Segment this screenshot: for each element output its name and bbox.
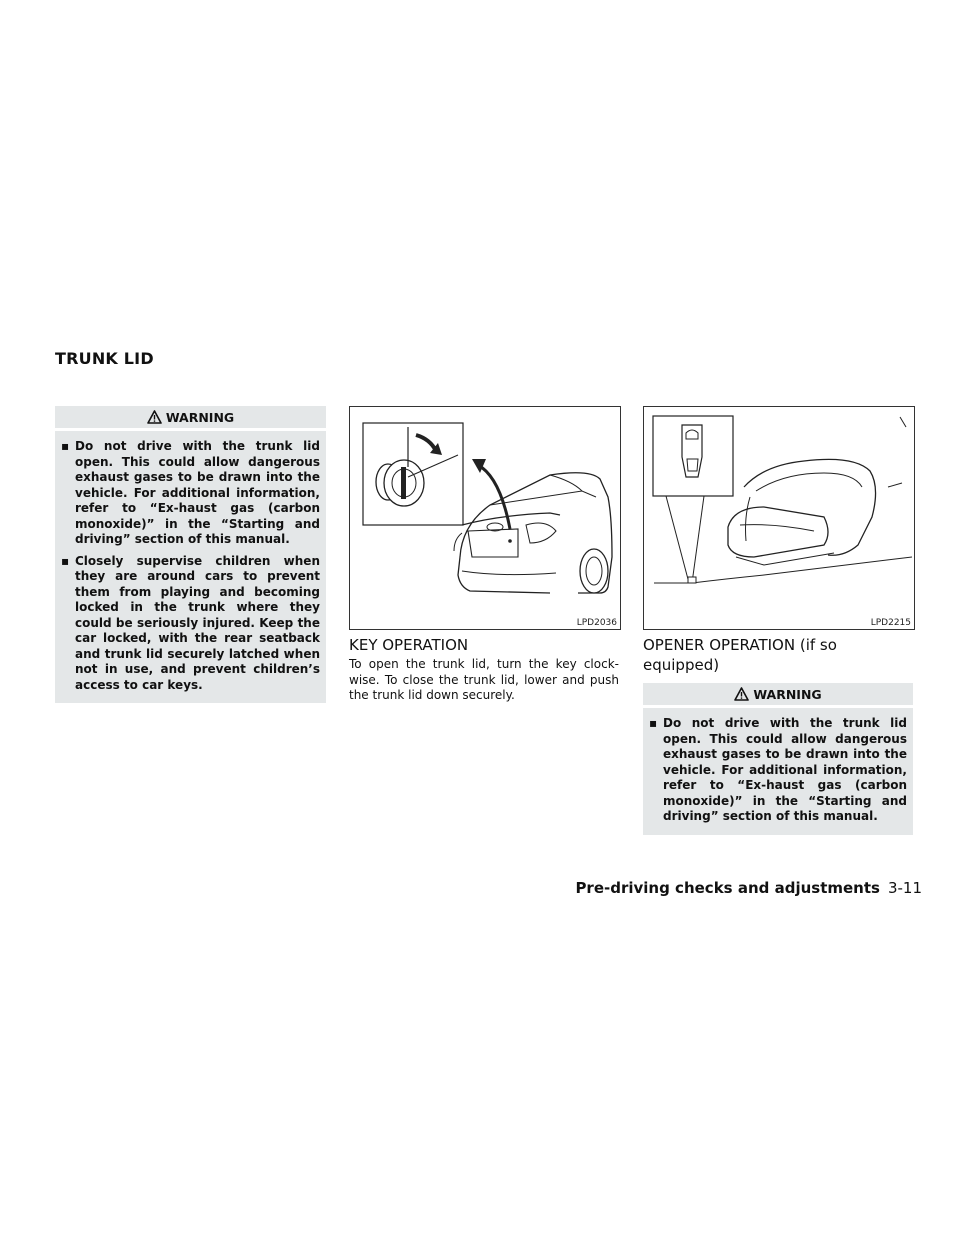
warning-header	[643, 683, 913, 705]
trunk-opener-illustration	[644, 407, 914, 629]
warning-item-text: Closely supervise children when they are around cars to prevent them from playing and becoming locked in the trunk where they could be seriously injured. Keep the car locked, with the rear seatback and trunk lid securely latched when not in use, and prevent children’s access to car keys.	[75, 553, 320, 692]
page-footer	[575, 879, 922, 897]
warning-box-opener	[643, 683, 913, 835]
car-trunk-key-illustration	[350, 407, 620, 629]
warning-label: WARNING	[753, 686, 822, 702]
bullet: ▪	[61, 439, 70, 453]
heading-opener-operation: OPENER OPERATION (if so equipped)	[643, 636, 837, 674]
warning-box-trunk-lid	[55, 406, 326, 703]
chapter-title: Pre-driving checks and adjustments	[575, 879, 880, 897]
figure-label: LPD2036	[576, 618, 617, 628]
bullet: ▪	[61, 553, 70, 568]
figure-key-operation	[349, 406, 621, 630]
page-number: 3-11	[887, 879, 922, 897]
warning-label: WARNING	[165, 409, 235, 425]
warning-triangle-icon	[147, 410, 162, 424]
warning-body	[643, 705, 913, 835]
warning-header	[55, 406, 326, 428]
warning-item	[61, 439, 320, 548]
warning-item-text: Do not drive with the trunk lid open. This could allow dangerous exhaust gases to be drawn into the vehicle. For additional information, refer to “Ex-haust gas (carbon monoxide)” in the “Starting and driving” section of this manual.	[663, 716, 907, 823]
warning-item	[649, 716, 907, 825]
bullet: ▪	[649, 716, 658, 730]
key-operation-text: To open the trunk lid, turn the key clock-wise. To close the trunk lid, lower and push the trunk lid down securely.	[349, 657, 619, 702]
warning-item	[61, 554, 320, 694]
heading-key-operation: KEY OPERATION	[349, 636, 469, 654]
figure-label: LPD2215	[870, 618, 911, 628]
warning-item-text: Do not drive with the trunk lid open. This could allow dangerous exhaust gases to be drawn into the vehicle. For additional information, refer to “Ex-haust gas (carbon monoxide)” in the “Starting and driving” section of this manual.	[75, 439, 320, 546]
warning-body	[55, 428, 326, 703]
figure-opener-operation	[643, 406, 915, 630]
section-title: TRUNK LID	[55, 349, 154, 368]
warning-triangle-icon	[734, 687, 749, 701]
